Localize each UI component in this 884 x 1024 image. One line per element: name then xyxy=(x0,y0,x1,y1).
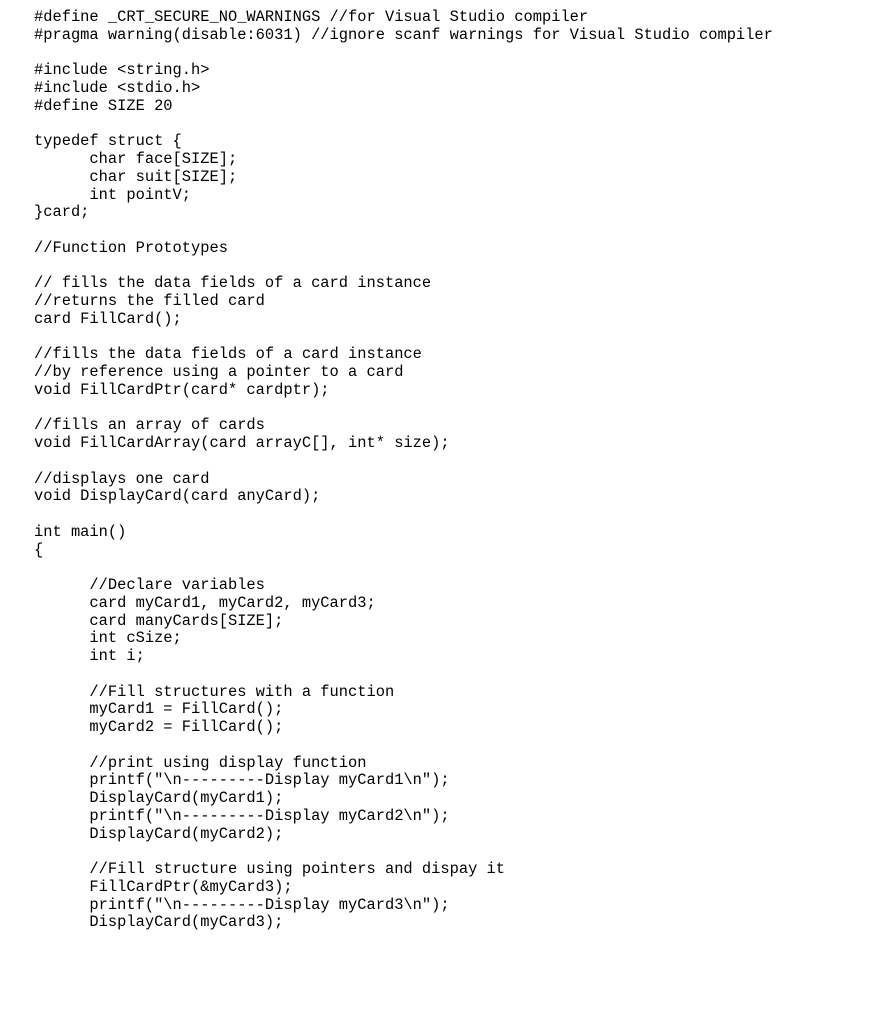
code-line-10: char suit[SIZE]; xyxy=(34,167,238,186)
code-line-18: card FillCard(); xyxy=(34,309,182,328)
code-line-20: //fills the data fields of a card instance xyxy=(34,345,422,364)
code-line-15 xyxy=(34,258,874,276)
code-line-27: //displays one card xyxy=(34,469,210,488)
code-line-12: }card; xyxy=(34,203,90,222)
code-line-5: #include <stdio.h> xyxy=(34,79,201,97)
code-line-26 xyxy=(34,453,874,471)
code-line-47: DisplayCard(myCard2); xyxy=(34,824,284,843)
code-line-40: myCard1 = FillCard(); xyxy=(34,700,284,719)
code-line-13 xyxy=(34,222,874,240)
code-line-21: //by reference using a pointer to a card xyxy=(34,363,404,381)
code-document xyxy=(34,9,874,932)
code-line-35: card manyCards[SIZE]; xyxy=(34,611,284,630)
code-line-34: card myCard1, myCard2, myCard3; xyxy=(34,593,376,612)
code-line-39: //Fill structures with a function xyxy=(34,682,395,701)
code-line-6: #define SIZE 20 xyxy=(34,96,173,115)
code-line-8: typedef struct { xyxy=(34,132,182,151)
code-line-14: //Function Prototypes xyxy=(34,238,228,257)
code-line-28: void DisplayCard(card anyCard); xyxy=(34,487,321,506)
code-line-24: //fills an array of cards xyxy=(34,416,265,435)
code-line-2: #pragma warning(disable:6031) //ignore scanf warnings for Visual Studio compiler xyxy=(34,25,773,44)
code-line-50: FillCardPtr(&myCard3); xyxy=(34,877,293,896)
code-line-43: //print using display function xyxy=(34,753,367,772)
code-line-4: #include <string.h> xyxy=(34,61,210,80)
code-line-9: char face[SIZE]; xyxy=(34,150,238,168)
code-line-48 xyxy=(34,843,874,861)
code-line-41: myCard2 = FillCard(); xyxy=(34,718,284,736)
code-line-22: void FillCardPtr(card* cardptr); xyxy=(34,380,330,399)
code-line-32 xyxy=(34,559,874,577)
code-line-31: { xyxy=(34,540,44,559)
code-line-37: int i; xyxy=(34,647,145,665)
code-line-7 xyxy=(34,116,874,134)
code-line-44: printf("\n---------Display myCard1\n"); xyxy=(34,771,450,790)
code-line-11: int pointV; xyxy=(34,185,192,204)
code-line-16: // fills the data fields of a card instance xyxy=(34,274,432,293)
code-line-49: //Fill structure using pointers and dispay it xyxy=(34,860,506,878)
code-line-45: DisplayCard(myCard1); xyxy=(34,789,284,807)
code-line-1: #define _CRT_SECURE_NO_WARNINGS //for Visual Studio compiler xyxy=(34,8,589,26)
code-line-3 xyxy=(34,45,874,63)
code-line-33: //Declare variables xyxy=(34,576,265,594)
code-line-51: printf("\n---------Display myCard3\n"); xyxy=(34,895,450,914)
code-line-46: printf("\n---------Display myCard2\n"); xyxy=(34,806,450,825)
code-line-30: int main() xyxy=(34,522,127,541)
code-line-23 xyxy=(34,400,874,418)
code-line-42 xyxy=(34,737,874,755)
code-line-25: void FillCardArray(card arrayC[], int* size); xyxy=(34,434,450,452)
code-line-17: //returns the filled card xyxy=(34,292,265,310)
code-line-38 xyxy=(34,666,874,684)
code-line-36: int cSize; xyxy=(34,629,182,648)
code-line-52: DisplayCard(myCard3); xyxy=(34,913,284,932)
code-line-19 xyxy=(34,329,874,347)
code-line-29 xyxy=(34,506,874,524)
